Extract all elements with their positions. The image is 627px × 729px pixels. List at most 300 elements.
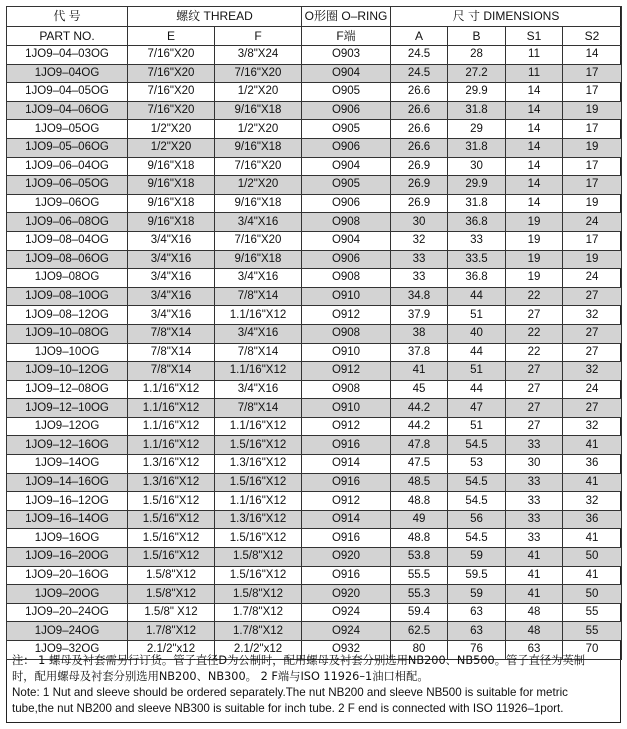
cell-thread-e: 3/4"X16 (128, 269, 215, 288)
cell-dim-b: 31.8 (448, 101, 506, 120)
cell-thread-e: 9/16"X18 (128, 176, 215, 195)
table-row (7, 157, 622, 176)
cell-dim-b: 44 (448, 343, 506, 362)
table-row (7, 399, 622, 418)
cell-dim-a: 26.6 (391, 83, 448, 102)
cell-dim-s1: 41 (506, 566, 563, 585)
cell-part-no: 1JO9–08–12OG (7, 306, 128, 325)
cell-oring-f-end: O916 (302, 566, 391, 585)
table-row (7, 324, 622, 343)
cell-dim-a: 49 (391, 510, 448, 529)
cell-dim-s2: 17 (563, 120, 622, 139)
cell-part-no: 1JO9–08–06OG (7, 250, 128, 269)
table-row (7, 306, 622, 325)
cell-thread-f: 1.3/16"X12 (215, 510, 302, 529)
cell-dim-a: 26.6 (391, 101, 448, 120)
cell-dim-b: 63 (448, 603, 506, 622)
cell-dim-a: 26.9 (391, 157, 448, 176)
table-row (7, 101, 622, 120)
cell-dim-s2: 32 (563, 306, 622, 325)
cell-dim-b: 59 (448, 585, 506, 604)
cell-oring-f-end: O906 (302, 250, 391, 269)
cell-dim-b: 59.5 (448, 566, 506, 585)
cell-thread-f: 1.1/16"X12 (215, 362, 302, 381)
header-oring: O形圈 O–RING (302, 7, 391, 27)
header-s1: S1 (506, 27, 563, 46)
cell-dim-a: 33 (391, 250, 448, 269)
cell-thread-e: 9/16"X18 (128, 157, 215, 176)
header-s2: S2 (563, 27, 622, 46)
cell-oring-f-end: O924 (302, 622, 391, 641)
cell-dim-a: 48.8 (391, 492, 448, 511)
table-row (7, 380, 622, 399)
cell-dim-s2: 19 (563, 101, 622, 120)
cell-part-no: 1JO9–24OG (7, 622, 128, 641)
cell-thread-f: 1.5/16"X12 (215, 473, 302, 492)
cell-dim-b: 31.8 (448, 194, 506, 213)
cell-dim-a: 44.2 (391, 417, 448, 436)
cell-dim-s2: 24 (563, 380, 622, 399)
table-row (7, 287, 622, 306)
table-row (7, 269, 622, 288)
cell-oring-f-end: O903 (302, 46, 391, 65)
cell-thread-e: 1.1/16"X12 (128, 417, 215, 436)
cell-part-no: 1JO9–10OG (7, 343, 128, 362)
cell-dim-a: 37.9 (391, 306, 448, 325)
table-row (7, 64, 622, 83)
cell-dim-s1: 14 (506, 120, 563, 139)
cell-dim-a: 30 (391, 213, 448, 232)
cell-part-no: 1JO9–04–06OG (7, 101, 128, 120)
cell-dim-s2: 24 (563, 269, 622, 288)
cell-oring-f-end: O916 (302, 529, 391, 548)
cell-dim-s1: 14 (506, 194, 563, 213)
cell-dim-a: 62.5 (391, 622, 448, 641)
cell-thread-e: 1.5/8"X12 (128, 566, 215, 585)
cell-dim-s2: 36 (563, 510, 622, 529)
cell-part-no: 1JO9–16–12OG (7, 492, 128, 511)
cell-dim-s1: 48 (506, 622, 563, 641)
cell-thread-f: 7/16"X20 (215, 231, 302, 250)
cell-dim-b: 54.5 (448, 492, 506, 511)
cell-dim-a: 24.5 (391, 64, 448, 83)
cell-part-no: 1JO9–06–05OG (7, 176, 128, 195)
cell-dim-a: 80 (391, 641, 448, 660)
cell-thread-e: 9/16"X18 (128, 213, 215, 232)
header-part-cn: 代 号 (7, 7, 128, 27)
cell-part-no: 1JO9–05–06OG (7, 138, 128, 157)
cell-dim-s1: 33 (506, 529, 563, 548)
cell-thread-f: 7/8"X14 (215, 287, 302, 306)
cell-oring-f-end: O920 (302, 548, 391, 567)
cell-dim-s1: 63 (506, 641, 563, 660)
cell-dim-s1: 33 (506, 473, 563, 492)
cell-dim-s1: 14 (506, 176, 563, 195)
cell-oring-f-end: O912 (302, 492, 391, 511)
cell-dim-a: 48.5 (391, 473, 448, 492)
cell-dim-b: 33 (448, 231, 506, 250)
cell-part-no: 1JO9–16OG (7, 529, 128, 548)
cell-dim-s2: 24 (563, 213, 622, 232)
cell-oring-f-end: O912 (302, 417, 391, 436)
table-row (7, 473, 622, 492)
cell-oring-f-end: O906 (302, 138, 391, 157)
cell-thread-e: 1.5/16"X12 (128, 492, 215, 511)
cell-part-no: 1JO9–12–10OG (7, 399, 128, 418)
cell-thread-f: 9/16"X18 (215, 138, 302, 157)
cell-dim-a: 33 (391, 269, 448, 288)
cell-dim-s1: 33 (506, 436, 563, 455)
cell-dim-s1: 41 (506, 585, 563, 604)
cell-thread-e: 1.3/16"X12 (128, 455, 215, 474)
cell-dim-a: 26.6 (391, 138, 448, 157)
cell-dim-b: 76 (448, 641, 506, 660)
cell-dim-s2: 55 (563, 603, 622, 622)
cell-oring-f-end: O932 (302, 641, 391, 660)
cell-oring-f-end: O904 (302, 157, 391, 176)
cell-dim-b: 29.9 (448, 176, 506, 195)
cell-part-no: 1JO9–05OG (7, 120, 128, 139)
cell-thread-f: 1.5/8"X12 (215, 585, 302, 604)
cell-oring-f-end: O912 (302, 306, 391, 325)
cell-dim-a: 48.8 (391, 529, 448, 548)
cell-dim-a: 47.5 (391, 455, 448, 474)
table-row (7, 585, 622, 604)
cell-dim-s1: 41 (506, 548, 563, 567)
table-row (7, 455, 622, 474)
cell-part-no: 1JO9–20–16OG (7, 566, 128, 585)
cell-oring-f-end: O910 (302, 287, 391, 306)
table-row (7, 529, 622, 548)
cell-oring-f-end: O905 (302, 176, 391, 195)
cell-thread-f: 1.1/16"X12 (215, 492, 302, 511)
cell-oring-f-end: O906 (302, 194, 391, 213)
cell-thread-e: 7/16"X20 (128, 101, 215, 120)
cell-thread-f: 1/2"X20 (215, 176, 302, 195)
cell-dim-s1: 48 (506, 603, 563, 622)
cell-oring-f-end: O904 (302, 64, 391, 83)
cell-thread-e: 1.7/8"X12 (128, 622, 215, 641)
table-row (7, 231, 622, 250)
cell-dim-s1: 19 (506, 250, 563, 269)
table-row (7, 622, 622, 641)
cell-part-no: 1JO9–12–16OG (7, 436, 128, 455)
cell-part-no: 1JO9–06–04OG (7, 157, 128, 176)
cell-part-no: 1JO9–20–24OG (7, 603, 128, 622)
cell-dim-s2: 27 (563, 324, 622, 343)
cell-dim-b: 27.2 (448, 64, 506, 83)
cell-thread-e: 1.1/16"X12 (128, 436, 215, 455)
header-thread: 螺纹 THREAD (128, 7, 302, 27)
cell-thread-e: 2.1/2"x12 (128, 641, 215, 660)
cell-dim-b: 47 (448, 399, 506, 418)
cell-thread-e: 3/4"X16 (128, 287, 215, 306)
cell-oring-f-end: O916 (302, 473, 391, 492)
cell-dim-a: 24.5 (391, 46, 448, 65)
note-en-line-1: Note: 1 Nut and sleeve should be ordered separately.The nut NB200 and sleeve NB500 is suitable for metric (12, 686, 568, 699)
cell-dim-s1: 27 (506, 399, 563, 418)
cell-dim-s2: 32 (563, 362, 622, 381)
cell-part-no: 1JO9–04–03OG (7, 46, 128, 65)
cell-part-no: 1JO9–06OG (7, 194, 128, 213)
cell-part-no: 1JO9–12OG (7, 417, 128, 436)
header-e: E (128, 27, 215, 46)
notes (12, 653, 618, 717)
cell-dim-s1: 14 (506, 157, 563, 176)
cell-thread-e: 7/16"X20 (128, 64, 215, 83)
cell-dim-b: 59 (448, 548, 506, 567)
cell-part-no: 1JO9–10–08OG (7, 324, 128, 343)
table-row (7, 176, 622, 195)
cell-dim-s1: 11 (506, 46, 563, 65)
cell-part-no: 1JO9–10–12OG (7, 362, 128, 381)
cell-thread-f: 1.7/8"X12 (215, 603, 302, 622)
table-row (7, 343, 622, 362)
cell-oring-f-end: O908 (302, 380, 391, 399)
cell-dim-s2: 41 (563, 566, 622, 585)
note-en-line-2: tube,the nut NB200 and sleeve NB300 is suitable for inch tube. 2 F end is connected with ISO 11926–1port. (12, 702, 564, 715)
cell-thread-e: 3/4"X16 (128, 231, 215, 250)
header-f: F (215, 27, 302, 46)
cell-dim-s2: 19 (563, 138, 622, 157)
cell-oring-f-end: O910 (302, 399, 391, 418)
cell-dim-s1: 27 (506, 306, 563, 325)
cell-dim-s1: 22 (506, 287, 563, 306)
table-row (7, 417, 622, 436)
table-body (7, 46, 622, 660)
header-part-en: PART NO. (7, 27, 128, 46)
cell-thread-e: 7/16"X20 (128, 83, 215, 102)
cell-dim-s1: 27 (506, 362, 563, 381)
table-row (7, 566, 622, 585)
cell-thread-e: 1/2"X20 (128, 138, 215, 157)
cell-thread-f: 9/16"X18 (215, 101, 302, 120)
cell-dim-b: 51 (448, 417, 506, 436)
cell-part-no: 1JO9–32OG (7, 641, 128, 660)
cell-dim-b: 54.5 (448, 436, 506, 455)
cell-dim-s2: 32 (563, 417, 622, 436)
cell-part-no: 1JO9–06–08OG (7, 213, 128, 232)
cell-thread-f: 1.1/16"X12 (215, 417, 302, 436)
cell-dim-s1: 33 (506, 492, 563, 511)
cell-oring-f-end: O905 (302, 120, 391, 139)
cell-dim-b: 51 (448, 362, 506, 381)
cell-thread-e: 7/8"X14 (128, 362, 215, 381)
cell-dim-s2: 70 (563, 641, 622, 660)
cell-thread-f: 1.7/8"X12 (215, 622, 302, 641)
table-row (7, 46, 622, 65)
cell-dim-s1: 22 (506, 343, 563, 362)
cell-thread-e: 1.1/16"X12 (128, 399, 215, 418)
cell-thread-f: 1.5/16"X12 (215, 566, 302, 585)
cell-part-no: 1JO9–14–16OG (7, 473, 128, 492)
cell-dim-b: 53 (448, 455, 506, 474)
cell-dim-s2: 55 (563, 622, 622, 641)
cell-dim-b: 44 (448, 380, 506, 399)
cell-dim-s1: 14 (506, 83, 563, 102)
cell-dim-b: 51 (448, 306, 506, 325)
cell-thread-e: 1.5/8"X12 (128, 585, 215, 604)
cell-oring-f-end: O916 (302, 436, 391, 455)
cell-dim-b: 30 (448, 157, 506, 176)
cell-thread-e: 7/8"X14 (128, 343, 215, 362)
cell-thread-f: 3/4"X16 (215, 269, 302, 288)
cell-dim-b: 40 (448, 324, 506, 343)
cell-thread-f: 1.5/16"X12 (215, 529, 302, 548)
header-dimensions: 尺 寸 DIMENSIONS (391, 7, 622, 27)
cell-dim-b: 33.5 (448, 250, 506, 269)
cell-part-no: 1JO9–08–04OG (7, 231, 128, 250)
cell-part-no: 1JO9–08OG (7, 269, 128, 288)
cell-oring-f-end: O905 (302, 83, 391, 102)
cell-dim-s2: 41 (563, 436, 622, 455)
cell-dim-s1: 22 (506, 324, 563, 343)
cell-dim-b: 54.5 (448, 529, 506, 548)
cell-dim-s1: 27 (506, 417, 563, 436)
cell-oring-f-end: O908 (302, 213, 391, 232)
note-cn-line-2: 时，配用螺母及衬套分别选用NB200、NB300。 2 F端与ISO 11926–1油口相配。 (12, 670, 429, 683)
cell-thread-f: 7/16"X20 (215, 64, 302, 83)
cell-part-no: 1JO9–16–14OG (7, 510, 128, 529)
cell-dim-s1: 33 (506, 510, 563, 529)
header-f-end: F端 (302, 27, 391, 46)
cell-dim-b: 28 (448, 46, 506, 65)
cell-dim-s2: 27 (563, 399, 622, 418)
cell-oring-f-end: O908 (302, 269, 391, 288)
cell-thread-f: 9/16"X18 (215, 250, 302, 269)
cell-dim-s1: 14 (506, 101, 563, 120)
cell-part-no: 1JO9–20OG (7, 585, 128, 604)
cell-dim-s2: 19 (563, 194, 622, 213)
cell-dim-a: 44.2 (391, 399, 448, 418)
cell-thread-e: 1.3/16"X12 (128, 473, 215, 492)
cell-dim-b: 31.8 (448, 138, 506, 157)
cell-thread-e: 9/16"X18 (128, 194, 215, 213)
cell-part-no: 1JO9–08–10OG (7, 287, 128, 306)
cell-dim-s1: 30 (506, 455, 563, 474)
cell-dim-s2: 17 (563, 176, 622, 195)
cell-dim-a: 53.8 (391, 548, 448, 567)
cell-thread-e: 1/2"X20 (128, 120, 215, 139)
cell-dim-a: 26.9 (391, 176, 448, 195)
cell-thread-e: 7/16"X20 (128, 46, 215, 65)
cell-part-no: 1JO9–04OG (7, 64, 128, 83)
cell-part-no: 1JO9–14OG (7, 455, 128, 474)
cell-dim-s2: 41 (563, 473, 622, 492)
cell-oring-f-end: O906 (302, 101, 391, 120)
cell-oring-f-end: O908 (302, 324, 391, 343)
cell-dim-s1: 19 (506, 231, 563, 250)
cell-part-no: 1JO9–16–20OG (7, 548, 128, 567)
specification-table (6, 6, 622, 660)
cell-dim-s1: 27 (506, 380, 563, 399)
cell-dim-a: 59.4 (391, 603, 448, 622)
cell-dim-a: 26.9 (391, 194, 448, 213)
cell-thread-f: 3/4"X16 (215, 380, 302, 399)
note-cn-line-1: 注： 1 螺母及衬套需另行订货。管子直径D为公制时，配用螺母及衬套分别选用NB200、NB500。管子直径为英制 (12, 654, 586, 667)
table-row (7, 548, 622, 567)
cell-thread-f: 9/16"X18 (215, 194, 302, 213)
cell-dim-b: 44 (448, 287, 506, 306)
cell-dim-s2: 50 (563, 548, 622, 567)
cell-oring-f-end: O910 (302, 343, 391, 362)
cell-part-no: 1JO9–12–08OG (7, 380, 128, 399)
cell-thread-f: 1.3/16"X12 (215, 455, 302, 474)
cell-oring-f-end: O924 (302, 603, 391, 622)
cell-thread-e: 1.5/16"X12 (128, 548, 215, 567)
cell-oring-f-end: O914 (302, 510, 391, 529)
cell-dim-b: 29.9 (448, 83, 506, 102)
cell-thread-f: 7/8"X14 (215, 343, 302, 362)
cell-dim-a: 55.5 (391, 566, 448, 585)
cell-thread-f: 1/2"X20 (215, 120, 302, 139)
cell-thread-e: 7/8"X14 (128, 324, 215, 343)
cell-dim-a: 41 (391, 362, 448, 381)
cell-thread-f: 3/8"X24 (215, 46, 302, 65)
table-row (7, 83, 622, 102)
cell-oring-f-end: O920 (302, 585, 391, 604)
cell-dim-b: 36.8 (448, 269, 506, 288)
table-row (7, 362, 622, 381)
cell-thread-f: 1.1/16"X12 (215, 306, 302, 325)
cell-thread-e: 1.5/16"X12 (128, 510, 215, 529)
cell-thread-f: 3/4"X16 (215, 324, 302, 343)
table-row (7, 603, 622, 622)
cell-dim-s1: 11 (506, 64, 563, 83)
table-row (7, 510, 622, 529)
cell-thread-f: 1/2"X20 (215, 83, 302, 102)
cell-dim-s2: 17 (563, 64, 622, 83)
cell-dim-b: 29 (448, 120, 506, 139)
cell-dim-a: 47.8 (391, 436, 448, 455)
cell-dim-s2: 41 (563, 529, 622, 548)
cell-dim-a: 26.6 (391, 120, 448, 139)
cell-dim-s2: 27 (563, 343, 622, 362)
cell-dim-s2: 17 (563, 83, 622, 102)
cell-thread-f: 7/16"X20 (215, 157, 302, 176)
table-row (7, 436, 622, 455)
table-row (7, 138, 622, 157)
cell-dim-s2: 14 (563, 46, 622, 65)
cell-thread-e: 1.1/16"X12 (128, 380, 215, 399)
cell-dim-s1: 19 (506, 269, 563, 288)
cell-dim-a: 34.8 (391, 287, 448, 306)
cell-dim-s2: 32 (563, 492, 622, 511)
cell-dim-s1: 19 (506, 213, 563, 232)
cell-dim-s2: 19 (563, 250, 622, 269)
table-row (7, 250, 622, 269)
cell-dim-s1: 14 (506, 138, 563, 157)
cell-part-no: 1JO9–04–05OG (7, 83, 128, 102)
cell-thread-f: 3/4"X16 (215, 213, 302, 232)
cell-oring-f-end: O914 (302, 455, 391, 474)
cell-dim-s2: 17 (563, 157, 622, 176)
cell-thread-e: 1.5/8" X12 (128, 603, 215, 622)
cell-dim-a: 38 (391, 324, 448, 343)
cell-dim-b: 36.8 (448, 213, 506, 232)
table-row (7, 213, 622, 232)
table-row (7, 492, 622, 511)
cell-oring-f-end: O912 (302, 362, 391, 381)
cell-dim-s2: 17 (563, 231, 622, 250)
table-row (7, 120, 622, 139)
cell-thread-e: 3/4"X16 (128, 250, 215, 269)
cell-dim-s2: 50 (563, 585, 622, 604)
cell-dim-a: 55.3 (391, 585, 448, 604)
cell-dim-s2: 36 (563, 455, 622, 474)
header-a: A (391, 27, 448, 46)
cell-thread-f: 1.5/8"X12 (215, 548, 302, 567)
